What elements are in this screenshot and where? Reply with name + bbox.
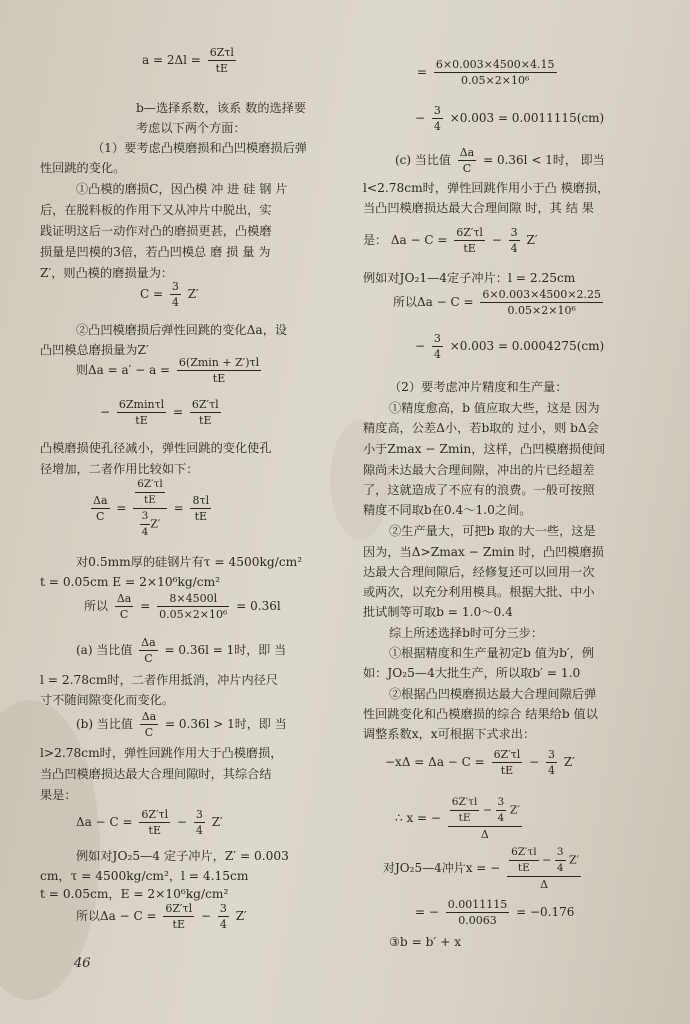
formula-text: Z′ xyxy=(235,909,247,923)
formula-text: = 0.36l = 1时，即 当 xyxy=(164,643,287,657)
formula-text: Z′ xyxy=(563,755,575,769)
paragraph-line: 如：JO₂5—4大批生产，所以取b′ = 1.0 xyxy=(363,666,581,680)
formula-text: − xyxy=(482,803,493,817)
formula-text: = xyxy=(116,501,127,515)
paragraph-line: 践证明这后一动作对凸的磨损更甚，凸模磨 xyxy=(40,224,272,238)
formula-text: − xyxy=(542,853,552,867)
numerator: 6×0.003×4500×2.25 xyxy=(482,288,602,301)
denominator: Δ xyxy=(540,878,549,891)
paragraph-line: 例如对JO₂5—4 定子冲片，Z′ = 0.003 xyxy=(76,849,289,863)
paragraph-line: l>2.78cm时，弹性回跳作用大于凸模磨损， xyxy=(40,746,283,760)
formula-text: Z′ xyxy=(569,853,580,867)
paragraph-line: cm，τ = 4500kg/cm²，l = 4.15cm xyxy=(40,869,249,883)
formula-text: Z′ xyxy=(187,287,199,301)
paragraph-line: ③b = b′ + x xyxy=(389,935,462,949)
formula-text: − xyxy=(529,755,540,769)
numerator: Δa xyxy=(93,494,108,507)
denominator: tE xyxy=(500,764,514,777)
paragraph-line: 果是： xyxy=(40,788,77,802)
formula-text: − xyxy=(200,909,212,923)
formula-text: = −0.176 xyxy=(516,905,575,919)
denominator: tE xyxy=(517,862,530,874)
denominator: tE xyxy=(172,918,185,931)
formula-text: Z′ xyxy=(211,815,223,829)
denominator: 4 xyxy=(497,812,505,824)
paragraph-line: ①精度愈高，b 值应取大些，这是 因为 xyxy=(389,401,600,415)
formula-text: = 0.36l > 1时，即 当 xyxy=(165,717,287,731)
paragraph-line: 精度高，公差Δ小，若b取的 过小，则 bΔ会 xyxy=(363,421,599,435)
denominator: tE xyxy=(463,242,476,255)
section-heading: （2）要考虑冲片精度和生产量： xyxy=(389,380,568,394)
formula-text: Δa − C = xyxy=(76,815,133,829)
formula-result-c xyxy=(363,226,538,255)
formula-text: a = 2Δl = xyxy=(142,53,201,67)
denominator: tE xyxy=(148,824,161,837)
denominator: 4 xyxy=(171,296,179,309)
formula-delta-a-cont xyxy=(100,398,224,427)
denominator: tE xyxy=(215,62,229,75)
denominator: 0.0063 xyxy=(458,914,497,927)
denominator: tE xyxy=(212,372,226,385)
denominator: C xyxy=(144,726,154,739)
formula-text: − xyxy=(415,339,426,353)
denominator: 4 xyxy=(548,764,556,777)
numerator: 3 xyxy=(433,332,441,345)
denominator: C xyxy=(96,510,105,523)
denominator: tE xyxy=(144,494,156,506)
numerator: Δa xyxy=(459,146,475,159)
denominator: tE xyxy=(458,812,471,824)
paragraph-line: 达最大合理间隙后，经修复还可以回用一次 xyxy=(363,565,595,579)
formula-ratio xyxy=(88,478,214,539)
formula-text: = − xyxy=(415,905,439,919)
denominator: 4 xyxy=(510,242,518,255)
formula-x xyxy=(395,796,525,841)
numerator: 6Z′τl xyxy=(141,808,169,821)
paragraph-line: 后，在脱料板的作用下又从冲片中脱出，实 xyxy=(40,203,272,217)
formula-example-b xyxy=(76,902,247,931)
numerator: 0.0011115 xyxy=(447,898,508,911)
formula-text: −xΔ = Δa − C = xyxy=(385,755,485,769)
numerator: 3 xyxy=(433,104,441,117)
formula-x-result xyxy=(415,898,574,927)
formula-example-b-result xyxy=(415,104,604,133)
denominator: tE xyxy=(194,510,208,523)
denominator: C xyxy=(462,162,472,175)
formula-result-b xyxy=(76,808,223,837)
formula-example-c xyxy=(393,288,606,317)
formula-a xyxy=(142,46,239,75)
formula-c xyxy=(140,280,199,309)
formula-text: C = xyxy=(140,287,164,301)
formula-text: ×0.003 = 0.0011115(cm) xyxy=(449,111,605,125)
formula-text: (b) 当比值 xyxy=(76,717,133,731)
formula-ratio-value xyxy=(84,592,281,621)
formula-text: Z′ xyxy=(509,803,520,817)
paragraph-line: 径增加，二者作用比较如下： xyxy=(40,462,199,476)
numerator: 3 xyxy=(219,902,227,915)
numerator: 6Zτl xyxy=(209,46,234,59)
denominator: 4 xyxy=(556,862,564,874)
numerator: Δa xyxy=(141,710,157,723)
paragraph-line: 小于Zmax − Zmin，这样，凸凹模磨损使间 xyxy=(363,442,606,456)
paragraph-line: 综上所述选择b时可分三步： xyxy=(389,626,544,640)
formula-text: = 0.36l xyxy=(236,599,281,613)
numerator: 3 xyxy=(510,226,518,239)
paragraph-line: 凸模磨损使孔径减小，弹性回跳的变化使孔 xyxy=(40,441,272,455)
paragraph-line: 性回跳变化和凸模磨损的综合 结果给b 值以 xyxy=(363,707,598,721)
denominator: 4 xyxy=(141,526,149,538)
numerator: 6(Zmin + Z′)τl xyxy=(178,356,260,369)
numerator: 6Zminτl xyxy=(118,398,165,411)
denominator: C xyxy=(119,608,129,621)
denominator: 0.05×2×10⁶ xyxy=(507,304,576,317)
paragraph-line: 精度不同取b在0.4～1.0之间。 xyxy=(363,503,532,517)
formula-text: = xyxy=(173,501,184,515)
formula-delta-a xyxy=(76,356,264,385)
numerator: 8τl xyxy=(192,494,210,507)
paragraph-line: Z′，则凸模的磨损量为： xyxy=(40,266,174,280)
formula-text: 所以Δa − C = xyxy=(393,295,474,309)
formula-text: 是： Δa − C = xyxy=(363,233,448,247)
numerator: 6Z′τl xyxy=(191,398,219,411)
paragraph-line: 对0.5mm厚的硅钢片有τ = 4500kg/cm² xyxy=(76,555,303,569)
numerator: 6Z′τl xyxy=(450,796,480,811)
paragraph-line: 隙尚未达最大合理间隙，冲出的片已经超差 xyxy=(363,463,595,477)
denominator: tE xyxy=(135,414,148,427)
section-heading: （1）要考虑凸模磨损和凸凹模磨损后弹 xyxy=(92,141,307,155)
numerator: 3 xyxy=(548,748,556,761)
paragraph-line: t = 0.05cm，E = 2×10⁶kg/cm² xyxy=(40,887,229,901)
paragraph-line: 当凸凹模磨损达最大合理间隙 时，其 结 果 xyxy=(363,201,594,215)
formula-text: = 0.36l < 1时， 即当 xyxy=(483,153,605,167)
formula-text: Z′ xyxy=(526,233,538,247)
formula-text: 所以Δa − C = xyxy=(76,909,157,923)
denominator: 4 xyxy=(433,120,441,133)
denominator: 4 xyxy=(433,348,441,361)
case-c-line xyxy=(395,146,605,175)
case-b-line xyxy=(76,710,287,739)
numerator: Δa xyxy=(116,592,132,605)
paragraph-line: t = 0.05cm E = 2×10⁶kg/cm² xyxy=(40,575,221,589)
numerator: 3 xyxy=(195,808,203,821)
formula-text: − xyxy=(176,815,188,829)
case-a-line xyxy=(76,636,286,665)
formula-text: (c) 当比值 xyxy=(395,153,451,167)
denominator: 0.05×2×10⁶ xyxy=(461,74,530,87)
paragraph-line: ①根据精度和生产量初定b 值为b′，例 xyxy=(389,646,595,660)
paragraph-line: 调整系数x，x可根据下式求出： xyxy=(363,727,536,741)
formula-text: 对JO₂5—4冲片x = − xyxy=(383,861,501,875)
numerator: Δa xyxy=(141,636,156,649)
paragraph-line: 或两次，以充分利用模具。根据大批、中小 xyxy=(363,585,595,599)
paragraph-line: 当凸凹模磨损达最大合理间隙时，其综合结 xyxy=(40,767,272,781)
paragraph-line: 考虑以下两个方面： xyxy=(136,121,246,135)
paragraph-line: 了，这就造成了不应有的浪费。一般可按照 xyxy=(363,483,595,497)
paragraph-line: l = 2.78cm时，二者作用抵消，冲片内径尺 xyxy=(40,673,279,687)
paragraph-line: l<2.78cm时，弹性回跳作用小于凸 模磨损， xyxy=(363,181,610,195)
numerator: 6Z′τl xyxy=(135,478,165,493)
section-heading: 性回跳的变化。 xyxy=(40,161,126,175)
paragraph-line: 批试制等可取b = 1.0～0.4 xyxy=(363,605,513,619)
formula-text: = xyxy=(140,599,151,613)
page-number: 46 xyxy=(74,956,91,971)
paragraph-line: 寸不随间隙变化而变化。 xyxy=(40,693,175,707)
numerator: 6Z′τl xyxy=(493,748,521,761)
numerator: 3 xyxy=(555,846,566,861)
paragraph-line: ①凸模的磨损C，因凸模 冲 进 硅 钢 片 xyxy=(76,182,288,196)
paragraph-line: ②生产量大，可把b 取的大一些，这是 xyxy=(389,524,596,538)
denominator: 4 xyxy=(195,824,203,837)
numerator: 6Z′τl xyxy=(165,902,193,915)
numerator: 6Z′τl xyxy=(456,226,483,239)
formula-x-delta xyxy=(385,748,575,777)
formula-x-example xyxy=(383,846,584,891)
formula-text: Z′ xyxy=(150,517,161,531)
formula-text: ×0.003 = 0.0004275(cm) xyxy=(449,339,605,353)
denominator: 4 xyxy=(219,918,227,931)
denominator: 0.05×2×10⁶ xyxy=(159,608,228,621)
formula-text: (a) 当比值 xyxy=(76,643,133,657)
numerator: 8×4500l xyxy=(157,592,229,607)
paragraph-line: 损量是凹模的3倍，若凸凹模总 磨 损 量 为 xyxy=(40,245,271,259)
formula-text: ∴ x = − xyxy=(395,811,441,825)
paragraph-line: ②根据凸凹模磨损达最大合理间隙后弹 xyxy=(389,687,597,701)
formula-example-c-result xyxy=(415,332,604,361)
numerator: 6×0.003×4500×4.15 xyxy=(435,58,555,71)
paragraph-line: ②凸凹模磨损后弹性回跳的变化Δa，设 xyxy=(76,323,288,337)
paragraph-line: 因为，当Δ>Zmax − Zmin 时，凸凹模磨损 xyxy=(363,545,604,559)
paragraph-line: b—选择系数，该系 数的选择要 xyxy=(136,101,307,115)
formula-example-b-value xyxy=(417,58,560,87)
paragraph-line: 凸凹模总磨损量为Z′ xyxy=(40,343,149,357)
formula-text: = xyxy=(173,405,184,419)
denominator: tE xyxy=(199,414,212,427)
denominator: Δ xyxy=(480,828,489,841)
numerator: 6Z′τl xyxy=(509,846,539,861)
formula-text: 所以 xyxy=(84,599,109,613)
numerator: 3 xyxy=(171,280,179,293)
numerator: 3 xyxy=(140,510,151,525)
paragraph-line: 例如对JO₂1—4定子冲片：l = 2.25cm xyxy=(363,271,576,285)
numerator: 3 xyxy=(496,796,507,811)
formula-text: 则Δa = a′ − a = xyxy=(76,363,171,377)
formula-text: − xyxy=(491,233,502,247)
formula-text: − xyxy=(415,111,426,125)
formula-text: = xyxy=(417,65,428,79)
denominator: C xyxy=(144,652,153,665)
formula-text: − xyxy=(100,405,111,419)
